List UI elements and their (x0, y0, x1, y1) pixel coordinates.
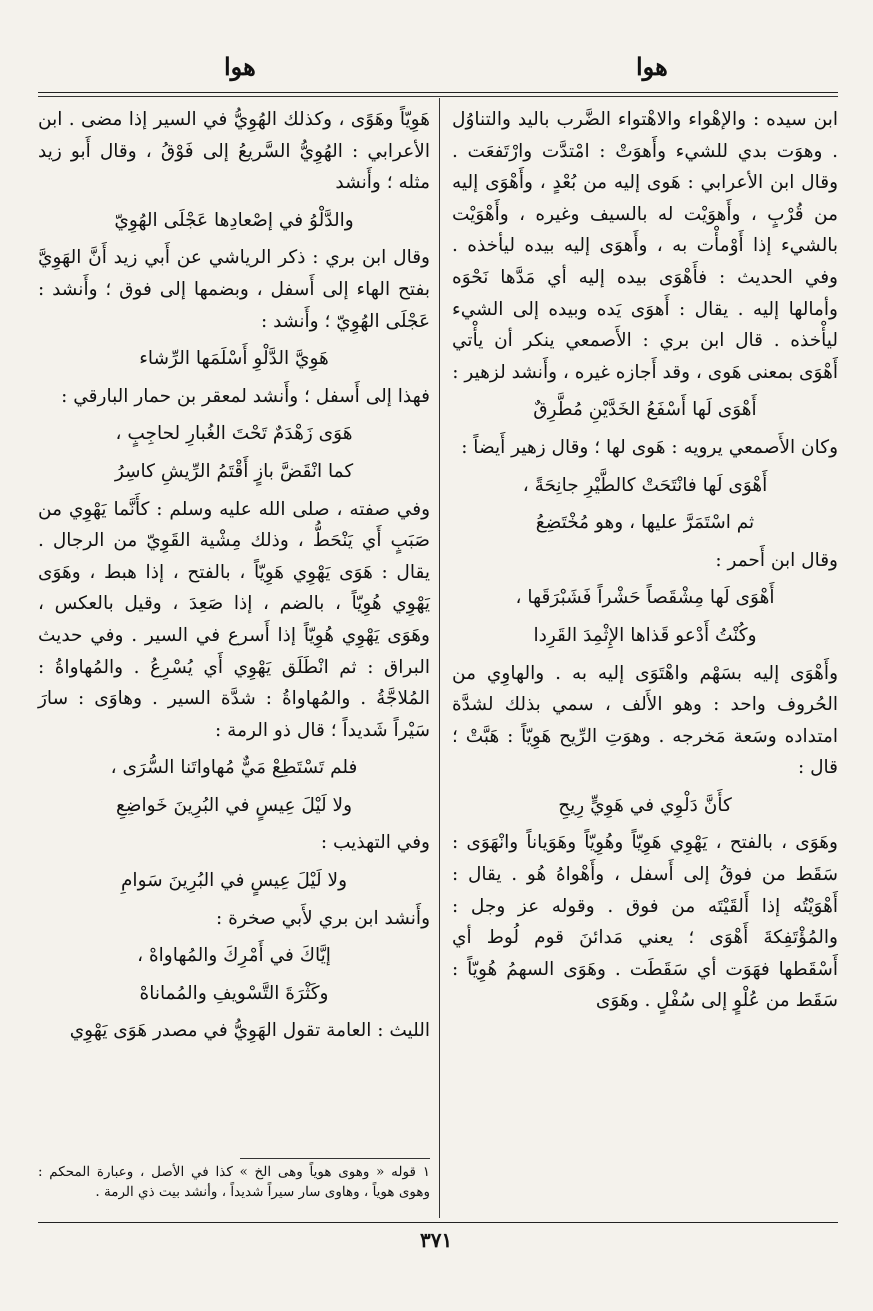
page-number: ٣٧١ (420, 1228, 453, 1252)
verse-line: أَهْوَى لَها مِشْقَصاً حَشْراً فَشَبْرَقَها ، (515, 587, 775, 609)
paragraph: وأَهْوَى إليه بسَهْم واهْتَوَى إليه به . والهاوِي من الحُروف واحد : وهو الأَلف ، سمي بذلك لشدَّة امتداده وسَعة مَخرجه . وهوَتِ الرِّيح هَوِيّاً : هَبَّتْ ؛ قال : (452, 662, 838, 779)
verse-line: وكُنْتُ أَدْعو قَذاها الإِثْمِدَ القَرِدا (533, 624, 757, 646)
right-column (452, 104, 838, 1017)
verse-line: ولا لَيْلَ عِيسٍ في البُرِينَ خَواضِعِ (115, 794, 353, 816)
left-column-header: هوا (224, 52, 256, 81)
paragraph: هَوِيّاً وهَوًى ، وكذلك الهُوِيُّ في السير إذا مضى . ابن الأعرابي : الهُوِيُّ السَّريعُ إلى فَوْقُ ، وقال أَبو زيد مثله ؛ وأَنشد (38, 109, 430, 194)
verse-line: أَهْوَى لَها فانْتَحَتْ كالطَّيْرِ جانِحَةً ، (522, 474, 768, 496)
verse-line: كما انْقَضَّ بازٍ أَقْتَمُ الرِّيشِ كاسِرُ (114, 460, 354, 482)
paragraph: وقال ابن أَحمر : (715, 549, 838, 571)
paragraph: فهذا إلى أَسفل ؛ وأَنشد لمعقر بن حمار البارقي : (61, 385, 430, 407)
verse-line: والدَّلْوُ في إصْعادِها عَجْلَى الهُوِيّ (114, 209, 354, 231)
paragraph: وفي صفته ، صلى الله عليه وسلم : كأَنَّما يَهْوِي من صَبَبٍ أَي يَنْحَطُّ ، وذلك مِشْية القَوِيّ من الرجال . يقال : هَوَى يَهْوِي هَوِيّاً ، بالفتح ، إذا هبط ، وهَوَى يَهْوِي هُوِيّاً ، بالضم ، إذا صَعِدَ ، وقيل بالعكس ، وهَوَى يَهْوِي هُوِيّاً إذا أَسرع في السير . وفي حديث البراق : ثم انْطَلَق يَهْوِي أَي يُسْرِعُ . والمُهاواةُ : المُلاجَّةُ . والمُهاواةُ : شدَّة السير . وهاوَى : سارَ سَيْراً شَديداً ؛ قال ذو الرمة : (38, 498, 430, 741)
right-column-header: هوا (636, 52, 668, 81)
paragraph: ابن سيده : والإهْواء والاهْتواء الضَّرب باليد والتناوُل . وهوَت بدي للشيء وأَهوَتْ : امْتدَّت وارْتَفعَت . وقال ابن الأعرابي : هَوى إليه من بُعْدٍ ، وأَهْوَى إليه من قُرْبٍ ، وأَهوَيْت له بالسيف وغيره ، وأَهْوَيْت بالشيء إذا أَوْمأْت به ، وأَهوَى إليه بيده ليأخذه . وفي الحديث : فأَهْوَى بيده إليه أي مَدَّها نَحْوَه وأمالها إليه . يقال : أَهوَى يَده وبيده إلى الشيء ليأْخذه . قال ابن بري : الأَصمعي ينكر أن يأْتي أَهْوَى بمعنى هَوى ، وقد أَجازه غيره ، وأَنشد لزهير : (452, 109, 838, 383)
column-divider (439, 98, 440, 1218)
verse-line: فلم تَسْتَطِعْ مَيٌّ مُهاواتَنا السُّرَى ، (110, 757, 358, 779)
verse-line: وكَثْرَةَ التَّسْويفِ والمُماناهْ (139, 982, 329, 1004)
verse-line: ولا لَيْلَ عِيسٍ في البُرِينَ سَوامِ (120, 870, 348, 892)
footer-rule (38, 1222, 838, 1223)
verse-line: كأَنَّ دَلْوِي في هَوِيٍّ رِيحِ (558, 794, 732, 816)
paragraph: وأَنشد ابن بري لأَبي صخرة : (216, 907, 430, 929)
paragraph: وهَوَى ، بالفتح ، يَهْوِي هَوِيّاً وهُوِيّاً وهَوَياناً وانْهَوَى : سَقَط من فوقُ إلى أَسفل ، وأَهْواهُ هُو . يقال : أَهْوَيْتُه إذا أَلقَيْتَه من فوق . وقوله عز وجل : والمُؤْتَفِكةَ أَهْوَى ؛ يعني مَدائنَ قوم لُوط أي أَسْقَطها فهَوَت أي سَقَطَت . وهَوَى السهمُ هُوِيّاً : سَقَط من عُلْوٍ إلى سُفْلٍ . وهَوَى (452, 832, 838, 1012)
paragraph: وفي التهذيب : (320, 832, 430, 854)
paragraph: الليث : العامة تقول الهَوِيُّ في مصدر هَوَى يَهْوِي (69, 1020, 430, 1042)
verse-line: هَوِيَّ الدَّلْوِ أَسْلَمَها الرِّشاء (139, 348, 329, 370)
header-rule (38, 92, 838, 93)
paragraph: وقال ابن بري : ذكر الرياشي عن أَبي زيد أَنَّ الهَوِيَّ بفتح الهاء إلى أَسفل ، وبضمها إلى فوق ؛ وأَنشد : عَجْلَى الهُوِيّ ؛ وأَنشد : (38, 247, 430, 332)
footnote: ١ قوله « وهوى هوياً وهى الخ » كذا في الأصل ، وعبارة المحكم : وهوى هوياً ، وهاوى سار سيراً شديداً ، وأنشد بيت ذي الرمة . (38, 1164, 430, 1200)
verse-line: ثم اسْتَمَرَّ عليها ، وهو مُخْتَضِعُ (535, 512, 755, 534)
paragraph: وكان الأَصمعي يرويه : هَوى لها ؛ وقال زهير أَيضاً : (461, 436, 838, 458)
footnote-rule (240, 1158, 430, 1159)
verse-line: أَهْوَى لَها أَسْفَعُ الخَدَّيْنِ مُطَّرِقٌ (533, 399, 757, 421)
verse-line: هَوَى زَهْدَمٌ تَحْتَ الغُبارِ لحاجِبٍ ، (115, 423, 353, 445)
verse-line: إيَّاكَ في أَمْرِكَ والمُهاواهْ ، (137, 945, 331, 967)
left-column (38, 104, 430, 1047)
header-rule-thin (38, 96, 838, 97)
